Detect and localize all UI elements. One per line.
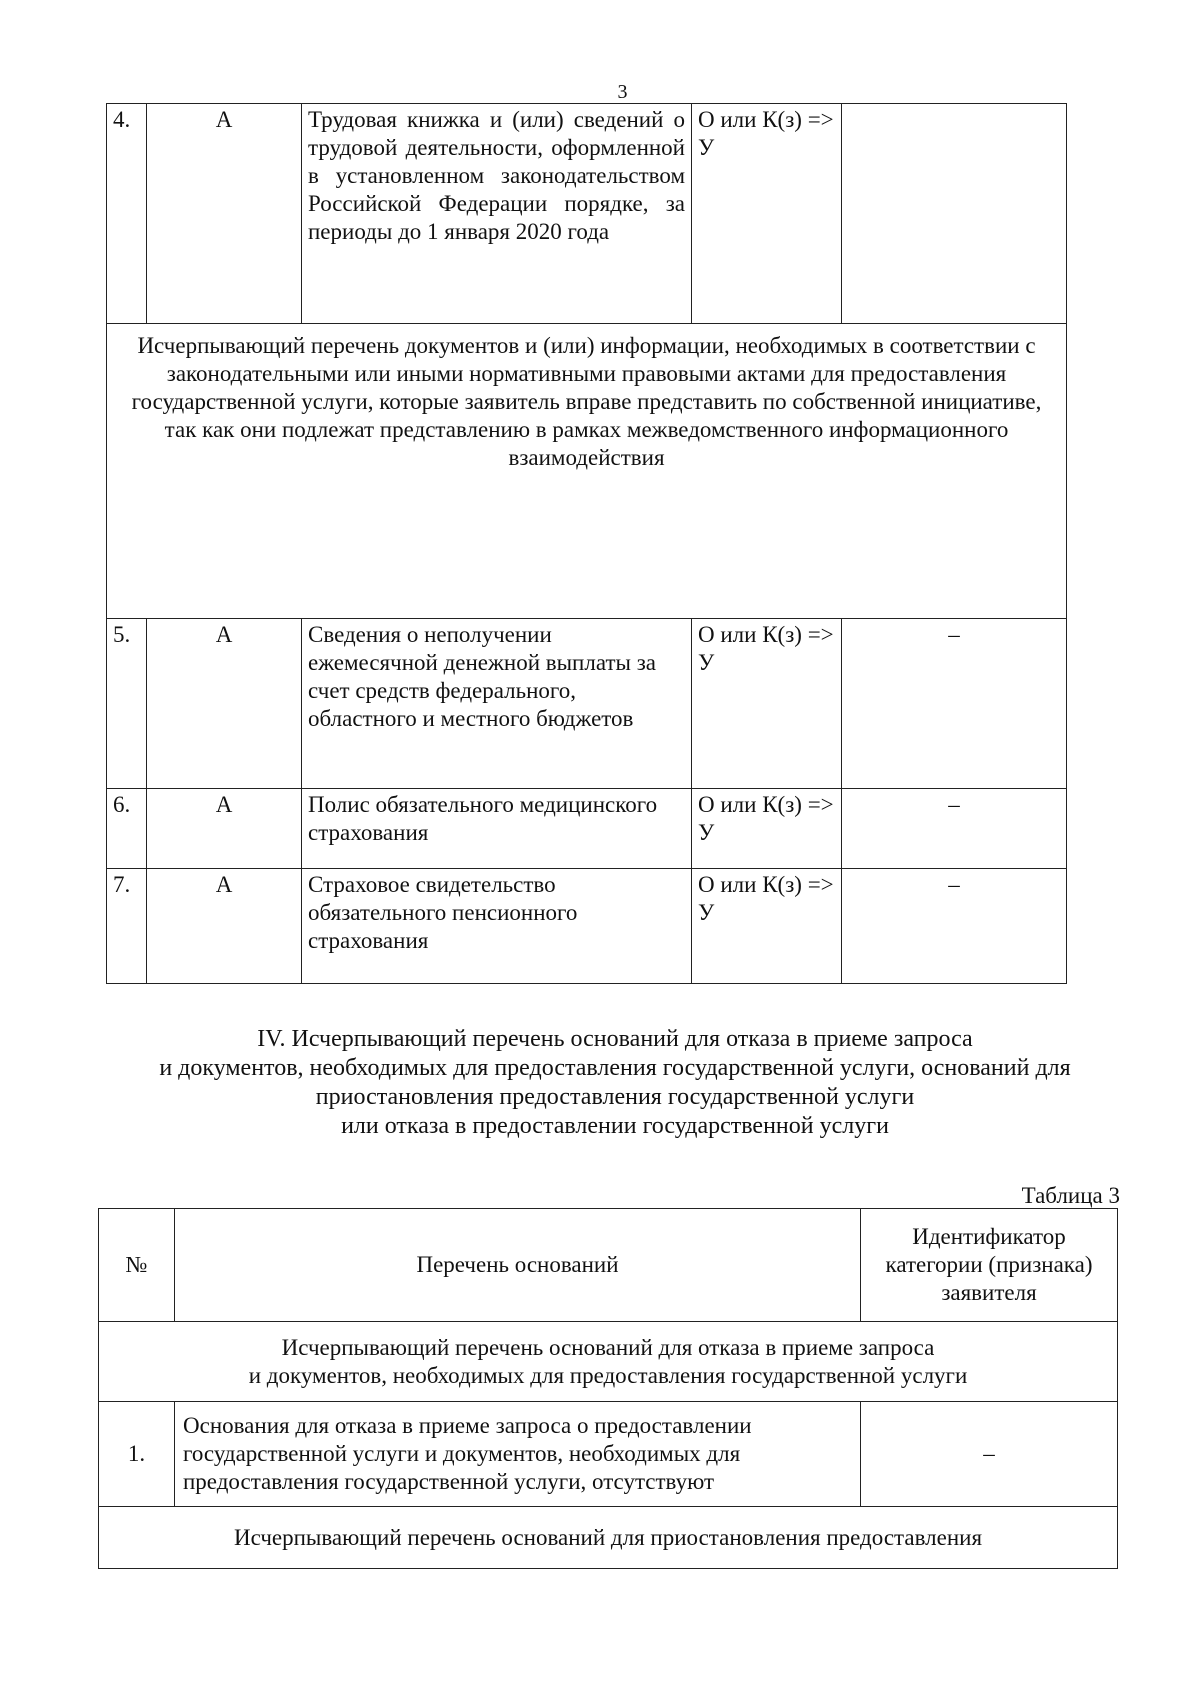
row-number: 5. bbox=[107, 619, 147, 789]
row-category: А bbox=[147, 104, 302, 324]
section-header-row bbox=[107, 324, 1067, 619]
row-document: Сведения о неполучении ежемесячной денежной выплаты за счет средств федерального, областного и местного бюджетов bbox=[302, 619, 692, 789]
row-note: – bbox=[842, 789, 1067, 869]
documents-table bbox=[106, 103, 1067, 984]
table-header-row bbox=[99, 1209, 1118, 1322]
header-number: № bbox=[99, 1209, 175, 1322]
row-category: А bbox=[147, 619, 302, 789]
group-header-row bbox=[99, 1322, 1118, 1402]
section-4-line-4: или отказа в предоставлении государственной услуги bbox=[341, 1113, 889, 1139]
row-document: Трудовая книжка и (или) сведений о трудовой деятельности, оформленной в установленном законодательством Российской Федерации порядке, за периоды до 1 января 2020 года bbox=[302, 104, 692, 324]
grounds-table bbox=[98, 1208, 1118, 1569]
row-number: 6. bbox=[107, 789, 147, 869]
row-note: – bbox=[842, 619, 1067, 789]
group-header-row bbox=[99, 1507, 1118, 1569]
row-category: А bbox=[147, 869, 302, 984]
row-note bbox=[842, 104, 1067, 324]
group-header bbox=[99, 1322, 1118, 1402]
section-4-heading bbox=[100, 1025, 1130, 1141]
section-4-line-2: и документов, необходимых для предоставления государственной услуги, оснований для bbox=[159, 1055, 1071, 1081]
header-list: Перечень оснований bbox=[175, 1209, 861, 1322]
group-header-line-2: и документов, необходимых для предоставления государственной услуги bbox=[248, 1362, 968, 1388]
table-row bbox=[107, 104, 1067, 324]
group-header-line-1: Исчерпывающий перечень оснований для отказа в приеме запроса bbox=[281, 1334, 935, 1360]
table-row bbox=[107, 789, 1067, 869]
row-identifier: – bbox=[861, 1402, 1118, 1507]
row-note: – bbox=[842, 869, 1067, 984]
header-identifier: Идентификатор категории (признака) заявителя bbox=[861, 1209, 1118, 1322]
row-number: 1. bbox=[99, 1402, 175, 1507]
page-number: 3 bbox=[617, 81, 628, 103]
table-caption: Таблица 3 bbox=[1021, 1183, 1120, 1208]
row-number: 4. bbox=[107, 104, 147, 324]
section-4-line-3: приостановления предоставления государственной услуги bbox=[315, 1084, 915, 1110]
row-document: Полис обязательного медицинского страхования bbox=[302, 789, 692, 869]
row-number: 7. bbox=[107, 869, 147, 984]
table-row bbox=[107, 869, 1067, 984]
row-form: О или К(з) => У bbox=[692, 789, 842, 869]
row-form: О или К(з) => У bbox=[692, 869, 842, 984]
row-category: А bbox=[147, 789, 302, 869]
group-header: Исчерпывающий перечень оснований для приостановления предоставления bbox=[99, 1507, 1118, 1569]
row-form: О или К(з) => У bbox=[692, 104, 842, 324]
row-document: Страховое свидетельство обязательного пенсионного страхования bbox=[302, 869, 692, 984]
section-4-line-1: IV. Исчерпывающий перечень оснований для отказа в приеме запроса bbox=[257, 1026, 973, 1052]
table-row bbox=[107, 619, 1067, 789]
section-header: Исчерпывающий перечень документов и (или) информации, необходимых в соответствии с законодательными или иными нормативными правовыми актами для предоставления государственной услуги, которые заявитель вправе представить по собственной инициативе, так как они подлежат представлению в рамках межведомственного информационного взаимодействия bbox=[107, 324, 1067, 619]
table-row bbox=[99, 1402, 1118, 1507]
row-form: О или К(з) => У bbox=[692, 619, 842, 789]
row-text: Основания для отказа в приеме запроса о предоставлении государственной услуги и документов, необходимых для предоставления государственной услуги, отсутствуют bbox=[175, 1402, 861, 1507]
